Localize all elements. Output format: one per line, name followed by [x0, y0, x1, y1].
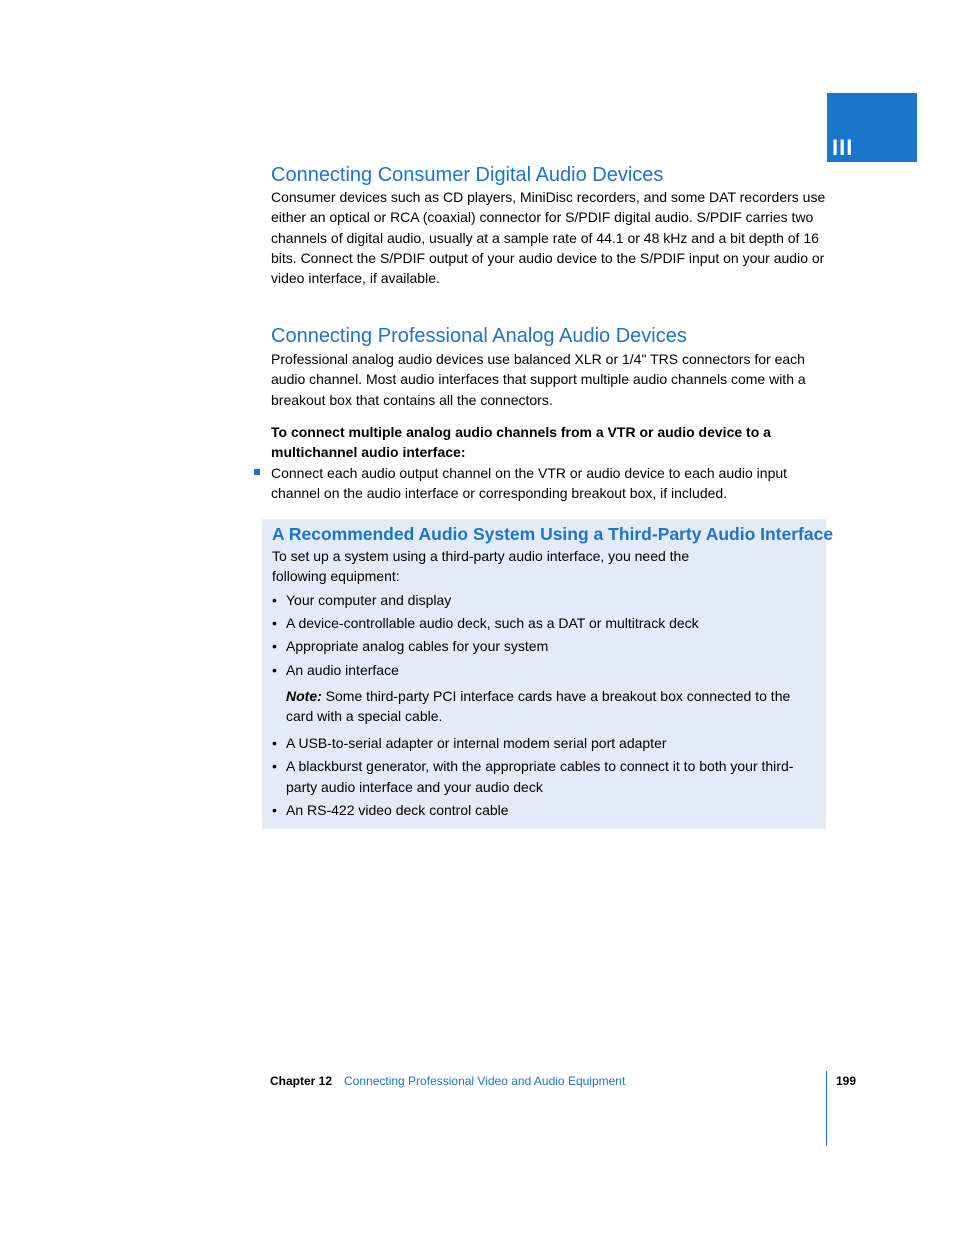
bullet-dot-icon: •: [272, 662, 277, 678]
equipment-item-text: A USB-to-serial adapter or internal modem serial port adapter: [286, 735, 667, 751]
section-body-professional-analog: Professional analog audio devices use balanced XLR or 1/4" TRS connectors for each audio channel. Most audio interfaces that support multiple audio channels come with a breakout box that contains all the connectors.: [271, 351, 806, 408]
equipment-item: [272, 590, 812, 611]
equipment-item-text: An audio interface: [286, 662, 399, 678]
part-tab-label: III: [832, 135, 854, 160]
equipment-item: [272, 636, 812, 657]
note: [286, 686, 816, 726]
sidebar-intro: To set up a system using a third-party audio interface, you need the following equipment:: [272, 548, 690, 584]
section-body-consumer-digital: Consumer devices such as CD players, MiniDisc recorders, and some DAT recorders use either an optical or RCA (coaxial) connector for S/PDIF digital audio. S/PDIF carries two channels of digital audio, usually at a sample rate of 44.1 or 48 kHz and a bit depth of 16 bits. Connect the S/PDIF output of your audio device to the S/PDIF input on your audio or video interface, if available.: [271, 189, 826, 287]
sidebar-box: [262, 519, 834, 829]
sidebar-title: A Recommended Audio System Using a Third-Party Audio Interface: [272, 524, 834, 544]
bullet-dot-icon: •: [272, 758, 277, 774]
bullet-dot-icon: •: [272, 735, 277, 751]
footer-chapter-title: Connecting Professional Video and Audio Equipment: [344, 1074, 626, 1088]
equipment-item-text: Appropriate analog cables for your system: [286, 638, 549, 654]
bullet-dot-icon: •: [272, 592, 277, 608]
equipment-item: [272, 660, 812, 681]
task-step-text: Connect each audio output channel on the VTR or audio device to each audio input channel on the audio interface or corresponding breakout box, if included.: [271, 465, 788, 501]
bullet-dot-icon: •: [272, 638, 277, 654]
equipment-item-text: An RS-422 video deck control cable: [286, 802, 509, 818]
task-heading: To connect multiple analog audio channels from a VTR or audio device to a multichannel audio interface:: [271, 424, 771, 460]
equipment-item-text: A device-controllable audio deck, such as a DAT or multitrack deck: [286, 615, 699, 631]
square-bullet-icon: [254, 469, 260, 475]
equipment-item-text: A blackburst generator, with the appropriate cables to connect it to both your third-party audio interface and your audio deck: [286, 758, 794, 795]
bullet-dot-icon: •: [272, 615, 277, 631]
footer-chapter: Chapter 12: [270, 1074, 333, 1088]
section-heading-professional-analog: Connecting Professional Analog Audio Devices: [271, 325, 687, 347]
equipment-item: [272, 613, 812, 634]
note-label: Note:: [286, 688, 322, 704]
part-tab: [827, 93, 917, 162]
note-text: Some third-party PCI interface cards have a breakout box connected to the card with a special cable.: [286, 688, 791, 724]
equipment-item-text: Your computer and display: [286, 592, 452, 608]
page-number: 199: [836, 1074, 857, 1088]
bullet-dot-icon: •: [272, 802, 277, 818]
task-step: [254, 463, 828, 503]
section-heading-consumer-digital: Connecting Consumer Digital Audio Devices: [271, 164, 664, 186]
equipment-item: [272, 733, 812, 754]
equipment-item: [272, 756, 812, 797]
footer-divider: [826, 1071, 827, 1146]
equipment-item: [272, 800, 812, 821]
